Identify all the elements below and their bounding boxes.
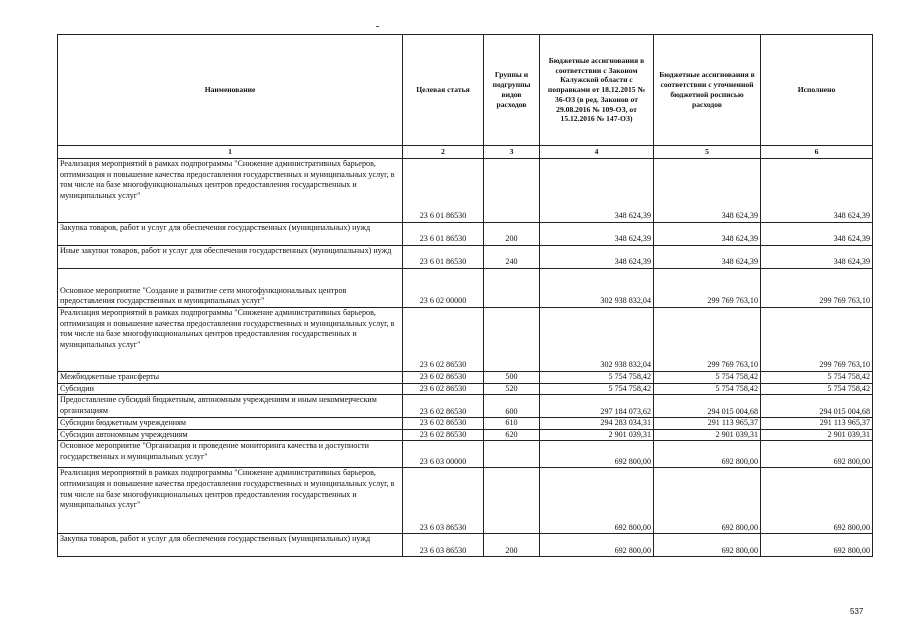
row-executed-amount: 692 800,00 [761,441,873,468]
row-updated-amount: 5 754 758,42 [654,383,761,395]
row-executed-amount: 299 769 763,10 [761,269,873,308]
row-updated-amount: 348 624,39 [654,246,761,269]
row-name: Реализация мероприятий в рамках подпрограммы "Снижение административных барьеров, оптимизация и повышение качества предоставления государственных и муниципальных услуг, в том числе на базе многофункциональных центров предоставления государственных и муниципальных услуг" [58,308,403,372]
table-row [58,159,873,223]
col-header-executed: Исполнено [761,35,873,146]
table-row [58,223,873,246]
table-row [58,395,873,418]
table-row [58,418,873,430]
row-updated-amount: 294 015 004,68 [654,395,761,418]
row-target-code: 23 6 03 86530 [403,468,484,534]
table-row [58,429,873,441]
row-target-code: 23 6 02 86530 [403,418,484,430]
budget-table [57,34,873,557]
table-row [58,383,873,395]
column-number: 4 [540,146,654,159]
row-group: 500 [484,372,540,384]
row-target-code: 23 6 02 86530 [403,429,484,441]
row-law-amount: 294 283 034,31 [540,418,654,430]
row-executed-amount: 299 769 763,10 [761,308,873,372]
row-target-code: 23 6 01 86530 [403,223,484,246]
column-number: 3 [484,146,540,159]
row-executed-amount: 348 624,39 [761,159,873,223]
row-name: Предоставление субсидий бюджетным, автономным учреждениям и иным некоммерческим организациям [58,395,403,418]
column-number: 5 [654,146,761,159]
row-group: 200 [484,223,540,246]
row-target-code: 23 6 03 00000 [403,441,484,468]
row-name: Субсидии автономным учреждениям [58,429,403,441]
table-row [58,441,873,468]
row-updated-amount: 348 624,39 [654,159,761,223]
row-law-amount: 5 754 758,42 [540,372,654,384]
row-name: Иные закупки товаров, работ и услуг для обеспечения государственных (муниципальных) нужд [58,246,403,269]
table-row [58,269,873,308]
row-updated-amount: 291 113 965,37 [654,418,761,430]
row-updated-amount: 5 754 758,42 [654,372,761,384]
row-updated-amount: 348 624,39 [654,223,761,246]
row-group [484,159,540,223]
row-updated-amount: 692 800,00 [654,534,761,557]
row-law-amount: 692 800,00 [540,534,654,557]
row-group: 520 [484,383,540,395]
page-number: 537 [850,607,864,616]
row-group: 200 [484,534,540,557]
row-target-code: 23 6 02 86530 [403,395,484,418]
row-target-code: 23 6 01 86530 [403,246,484,269]
row-group: 610 [484,418,540,430]
row-target-code: 23 6 02 00000 [403,269,484,308]
row-executed-amount: 291 113 965,37 [761,418,873,430]
col-header-updated: Бюджетные ассигнования в соответствии с уточненной бюджетной росписью расходов [654,35,761,146]
row-updated-amount: 692 800,00 [654,468,761,534]
row-executed-amount: 348 624,39 [761,246,873,269]
row-group: 620 [484,429,540,441]
row-name: Межбюджетные трансферты [58,372,403,384]
table-row [58,372,873,384]
row-law-amount: 5 754 758,42 [540,383,654,395]
row-updated-amount: 2 901 039,31 [654,429,761,441]
row-executed-amount: 348 624,39 [761,223,873,246]
row-law-amount: 692 800,00 [540,468,654,534]
row-name: Основное мероприятие "Организация и проведение мониторинга качества и доступности государственных и муниципальных услуг" [58,441,403,468]
column-number: 1 [58,146,403,159]
row-law-amount: 348 624,39 [540,159,654,223]
row-law-amount: 302 938 832,04 [540,269,654,308]
row-updated-amount: 299 769 763,10 [654,269,761,308]
col-header-law: Бюджетные ассигнования в соответствии с Законом Калужской области с поправками от 18.12.2015 № 36-ОЗ (в ред. Законов от 29.08.2016 № 109-ОЗ, от 15.12.2016 № 147-ОЗ) [540,35,654,146]
column-number: 6 [761,146,873,159]
row-name: Закупка товаров, работ и услуг для обеспечения государственных (муниципальных) нужд [58,223,403,246]
row-executed-amount: 5 754 758,42 [761,372,873,384]
row-law-amount: 302 938 832,04 [540,308,654,372]
row-group [484,468,540,534]
row-group [484,441,540,468]
scan-mark [376,26,379,27]
row-name: Реализация мероприятий в рамках подпрограммы "Снижение административных барьеров, оптимизация и повышение качества предоставления государственных и муниципальных услуг, в том числе на базе многофункциональных центров предоставления государственных и муниципальных услуг" [58,468,403,534]
row-group [484,269,540,308]
table-row [58,534,873,557]
col-header-target: Целевая статья [403,35,484,146]
table-row [58,308,873,372]
column-number-row [58,146,873,159]
row-target-code: 23 6 01 86530 [403,159,484,223]
table-row [58,468,873,534]
row-law-amount: 2 901 039,31 [540,429,654,441]
row-name: Закупка товаров, работ и услуг для обеспечения государственных (муниципальных) нужд [58,534,403,557]
row-group [484,308,540,372]
column-number: 2 [403,146,484,159]
row-group: 240 [484,246,540,269]
row-target-code: 23 6 02 86530 [403,372,484,384]
col-header-groups: Группы и подгруппы видов расходов [484,35,540,146]
row-name: Субсидии [58,383,403,395]
row-target-code: 23 6 03 86530 [403,534,484,557]
row-law-amount: 348 624,39 [540,223,654,246]
row-executed-amount: 692 800,00 [761,468,873,534]
row-executed-amount: 5 754 758,42 [761,383,873,395]
row-name: Субсидии бюджетным учреждениям [58,418,403,430]
row-law-amount: 297 184 073,62 [540,395,654,418]
row-updated-amount: 692 800,00 [654,441,761,468]
row-executed-amount: 294 015 004,68 [761,395,873,418]
col-header-name: Наименование [58,35,403,146]
row-name: Реализация мероприятий в рамках подпрограммы "Снижение административных барьеров, оптимизация и повышение качества предоставления государственных и муниципальных услуг, в том числе на базе многофункциональных центров предоставления государственных и муниципальных услуг" [58,159,403,223]
row-target-code: 23 6 02 86530 [403,383,484,395]
row-law-amount: 692 800,00 [540,441,654,468]
row-group: 600 [484,395,540,418]
row-target-code: 23 6 02 86530 [403,308,484,372]
header-row [58,35,873,146]
table-row [58,246,873,269]
row-name: Основное мероприятие "Создание и развитие сети многофункциональных центров предоставления государственных и муниципальных услуг" [58,269,403,308]
row-executed-amount: 692 800,00 [761,534,873,557]
row-executed-amount: 2 901 039,31 [761,429,873,441]
row-updated-amount: 299 769 763,10 [654,308,761,372]
row-law-amount: 348 624,39 [540,246,654,269]
